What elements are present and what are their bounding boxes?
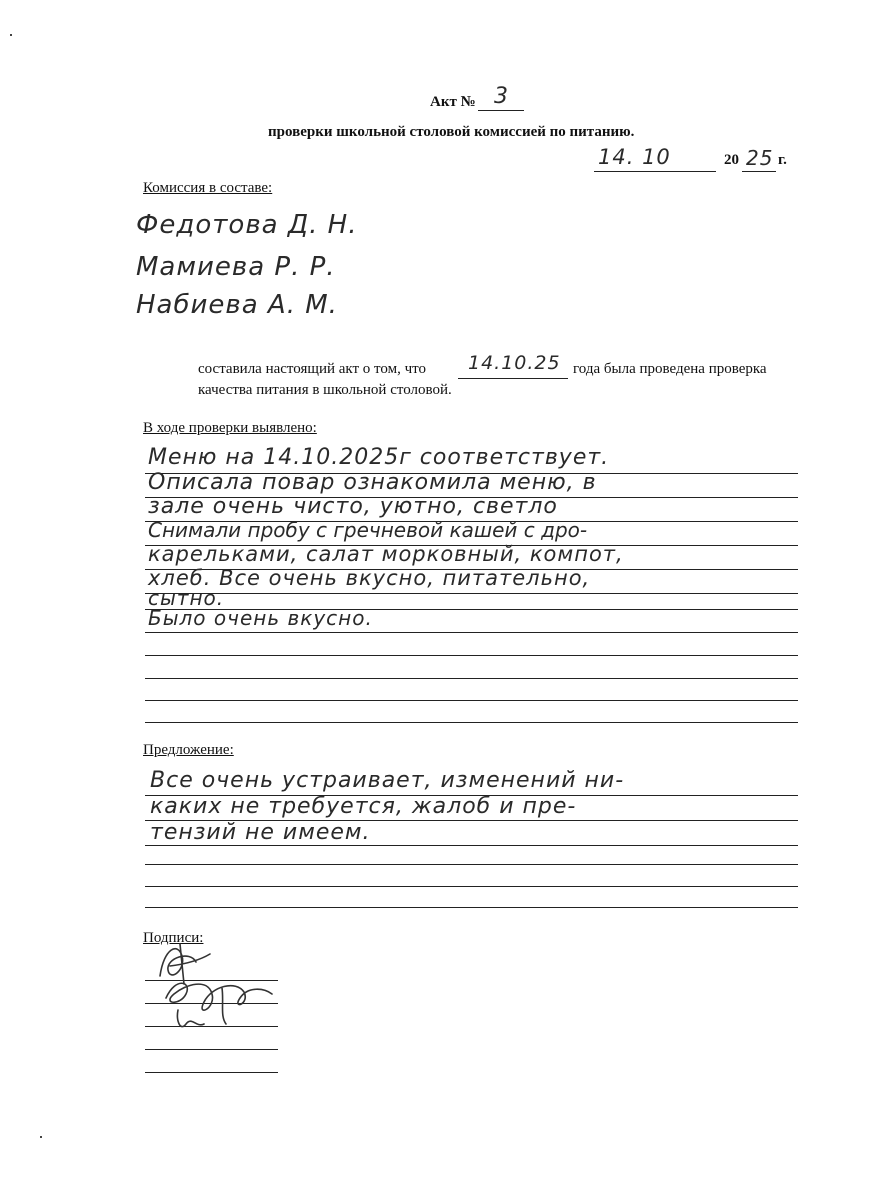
commission-member: Федотова Д. Н. <box>136 210 358 240</box>
findings-line: зале очень чисто, уютно, светло <box>148 494 558 519</box>
findings-line: сытно. <box>148 586 225 610</box>
statement-date: 14.10.25 <box>468 352 561 374</box>
findings-rule <box>145 700 798 701</box>
act-title <box>430 94 476 111</box>
statement-line1-after: года была проведена проверка <box>573 361 767 377</box>
findings-rule <box>145 632 798 633</box>
commission-label: Комиссия в составе: <box>143 180 273 196</box>
act-subtitle: проверки школьной столовой комиссией по питанию. <box>268 124 635 140</box>
findings-rule <box>145 593 798 594</box>
findings-line: Меню на 14.10.2025г соответствует. <box>148 445 610 470</box>
findings-line: Описала повар ознакомила меню, в <box>148 470 597 495</box>
signature-line <box>145 1072 278 1073</box>
scan-mark-bottom <box>40 1136 42 1138</box>
signatures-label: Подписи: <box>143 930 204 946</box>
date-handwritten: 14. 10 <box>598 145 671 169</box>
proposal-line: тензий не имеем. <box>150 820 371 845</box>
findings-label: В ходе проверки выявлено: <box>143 420 317 436</box>
year-blank <box>742 146 776 172</box>
scan-mark-top <box>10 34 12 36</box>
proposal-line: Все очень устраивает, изменений ни- <box>150 768 625 793</box>
commission-member: Набиева А. М. <box>136 290 338 320</box>
act-number: 3 <box>494 84 509 109</box>
statement-date-blank <box>458 354 568 379</box>
proposal-rule <box>145 845 798 846</box>
act-number-blank <box>478 86 524 111</box>
date-blank <box>594 146 716 172</box>
proposal-rule <box>145 864 798 865</box>
findings-rule <box>145 655 798 656</box>
year-suffix: 25 <box>746 146 774 170</box>
signature-line <box>145 1049 278 1050</box>
year-unit: г. <box>778 152 787 168</box>
findings-rule <box>145 678 798 679</box>
proposal-rule <box>145 907 798 908</box>
findings-rule <box>145 722 798 723</box>
statement-line2: качества питания в школьной столовой. <box>198 382 452 398</box>
findings-line: Было очень вкусно. <box>148 606 373 630</box>
act-title-prefix: Акт № <box>430 94 476 110</box>
findings-line: Снимали пробу с гречневой кашей с дро- <box>148 518 588 542</box>
proposal-label: Предложение: <box>143 742 234 758</box>
signature-scribble-2 <box>152 958 280 1040</box>
statement-line1-before: составила настоящий акт о том, что <box>198 361 427 377</box>
commission-member: Мамиева Р. Р. <box>136 252 336 282</box>
proposal-rule <box>145 886 798 887</box>
year-prefix: 20 <box>724 152 739 168</box>
findings-line: хлеб. Все очень вкусно, питательно, <box>148 566 591 590</box>
findings-line: карельками, салат морковный, компот, <box>148 542 624 566</box>
proposal-line: каких не требуется, жалоб и пре- <box>150 794 577 819</box>
